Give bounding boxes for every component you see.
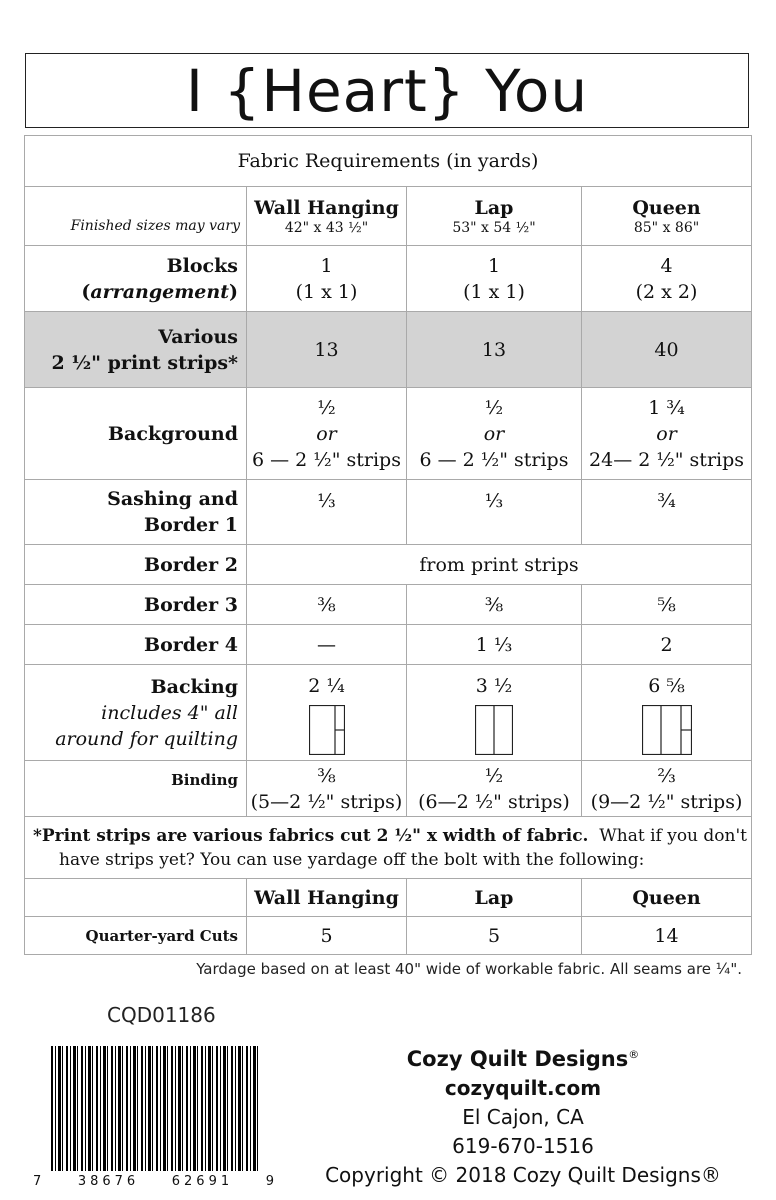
row-border3 — [25, 585, 752, 625]
column-name: Lap — [407, 879, 582, 917]
company-website: cozyquilt.com — [444, 1076, 602, 1100]
value: (5—2 ½" strips) — [250, 790, 403, 813]
value: 2 ¼ — [308, 675, 345, 697]
cell: ⅜ — [407, 585, 582, 625]
column-name: Lap — [474, 197, 514, 219]
barcode — [33, 1046, 278, 1193]
row-binding — [25, 761, 752, 817]
cell — [407, 761, 582, 817]
row-label: Blocks (arrangement) — [25, 246, 247, 312]
cell — [407, 388, 582, 480]
value: ½ — [484, 764, 504, 787]
cell: ⅓ — [407, 480, 582, 545]
barcode-digit: 7 — [33, 1174, 46, 1189]
cell — [582, 246, 752, 312]
value: 1 — [320, 254, 333, 277]
column-size: 53" x 54 ½" — [452, 220, 536, 236]
row-label: Border 4 — [25, 625, 247, 665]
row-background — [25, 388, 752, 480]
cell — [247, 665, 407, 761]
barcode-digits — [33, 1174, 278, 1189]
row-label — [25, 312, 247, 388]
company-phone: 619-670-1516 — [452, 1134, 594, 1158]
fabric-requirements-table — [24, 135, 752, 955]
label-line: includes 4" all — [101, 701, 238, 724]
backing-layout-diagram — [642, 705, 692, 755]
value: ½ — [484, 396, 504, 419]
value: (6—2 ½" strips) — [418, 790, 570, 813]
cell: 13 — [407, 312, 582, 388]
value: 1 — [487, 254, 501, 277]
row-label: Border 2 — [25, 545, 247, 585]
label-line: Various — [158, 325, 238, 348]
cell — [582, 665, 752, 761]
label-line: Sashing and — [107, 488, 238, 510]
cell — [247, 388, 407, 480]
cell: 2 — [582, 625, 752, 665]
footnote-text-line2: have strips yet? You can use yardage off the bolt with the following: — [59, 849, 645, 870]
row-quarter-yard-cuts — [25, 917, 752, 955]
value: 6 — 2 ½" strips — [252, 448, 401, 471]
blocks-label: Blocks — [166, 254, 238, 277]
column-name: Queen — [582, 879, 752, 917]
row-label: Quarter-yard Cuts — [25, 917, 247, 955]
blocks-sublabel: arrangement — [90, 280, 229, 303]
column-size: 85" x 86" — [633, 220, 700, 236]
column-header-wall-hanging — [247, 187, 407, 246]
row-backing — [25, 665, 752, 761]
value: or — [483, 422, 505, 445]
label-line: 2 ½" print strips* — [51, 351, 238, 374]
label-line: around for quilting — [55, 727, 238, 750]
row-various-print-strips — [25, 312, 752, 388]
value: ⅜ — [317, 764, 336, 787]
product-sku: CQD01186 — [107, 1003, 216, 1027]
value: ⅔ — [657, 764, 676, 787]
value: 4 — [660, 254, 673, 277]
cell: 40 — [582, 312, 752, 388]
barcode-digit: 9 — [265, 1174, 278, 1189]
value: 24— 2 ½" strips — [589, 448, 745, 471]
row-quarter-header — [25, 879, 752, 917]
value: 1 ¾ — [648, 396, 685, 419]
label-line: Backing — [150, 675, 238, 698]
value: or — [316, 422, 337, 445]
value: (1 x 1) — [463, 280, 525, 303]
cell: 14 — [582, 917, 752, 955]
cell: ⅓ — [247, 480, 407, 545]
value: (1 x 1) — [295, 280, 358, 303]
cell — [582, 388, 752, 480]
company-city: El Cajon, CA — [462, 1105, 584, 1129]
column-size: 42" x 43 ½" — [284, 220, 369, 236]
barcode-digit: 38676 — [77, 1174, 140, 1189]
cell: from print strips — [247, 545, 752, 585]
row-label — [25, 665, 247, 761]
row-label: Background — [25, 388, 247, 480]
footnote — [25, 817, 752, 879]
value: (2 x 2) — [635, 280, 698, 303]
company-name — [300, 1040, 746, 1074]
cell — [247, 761, 407, 817]
barcode-bars — [51, 1046, 261, 1171]
row-border4 — [25, 625, 752, 665]
cell: ⅜ — [247, 585, 407, 625]
cell — [407, 246, 582, 312]
backing-layout-diagram — [475, 705, 513, 755]
row-border2 — [25, 545, 752, 585]
footnote-bold: *Print strips are various fabrics cut 2 ½" x width of fabric. — [33, 825, 589, 846]
cell: ⅝ — [582, 585, 752, 625]
column-header-lap — [407, 187, 582, 246]
label-line: Border 1 — [144, 514, 238, 536]
row-footnote — [25, 817, 752, 879]
registered-mark: ® — [628, 1048, 640, 1061]
column-name: Wall Hanging — [254, 197, 399, 219]
yardage-note: Yardage based on at least 40" wide of workable fabric. All seams are ¼". — [196, 960, 742, 978]
cell — [247, 246, 407, 312]
value: ½ — [317, 396, 336, 419]
value: (9—2 ½" strips) — [590, 790, 743, 813]
row-blocks — [25, 246, 752, 312]
company-name-text: Cozy Quilt Designs — [406, 1047, 629, 1071]
size-note-cell — [25, 187, 247, 246]
column-name: Wall Hanging — [247, 879, 407, 917]
cell: 13 — [247, 312, 407, 388]
cell — [407, 665, 582, 761]
cell: ¾ — [582, 480, 752, 545]
barcode-digit: 62691 — [171, 1174, 234, 1189]
column-name: Queen — [632, 197, 701, 219]
company-info — [300, 1040, 746, 1190]
row-label: Border 3 — [25, 585, 247, 625]
size-note: Finished sizes may vary — [70, 218, 240, 234]
row-label: Binding — [25, 761, 247, 817]
table-caption: Fabric Requirements (in yards) — [25, 136, 752, 187]
cell: — — [247, 625, 407, 665]
column-header-queen — [582, 187, 752, 246]
value: 6 — 2 ½" strips — [419, 448, 569, 471]
value: or — [656, 422, 677, 445]
row-sashing-border1 — [25, 480, 752, 545]
row-label — [25, 480, 247, 545]
empty-cell — [25, 879, 247, 917]
pattern-title: I {Heart} You — [185, 57, 589, 125]
cell — [582, 761, 752, 817]
copyright: Copyright © 2018 Cozy Quilt Designs® — [325, 1163, 721, 1187]
value: 6 ⅝ — [648, 675, 685, 697]
footnote-text: What if you don't — [599, 825, 747, 846]
backing-layout-diagram — [309, 705, 345, 755]
cell: 5 — [247, 917, 407, 955]
value: 3 ½ — [475, 675, 513, 697]
title-box — [25, 53, 749, 128]
cell: 1 ⅓ — [407, 625, 582, 665]
cell: 5 — [407, 917, 582, 955]
